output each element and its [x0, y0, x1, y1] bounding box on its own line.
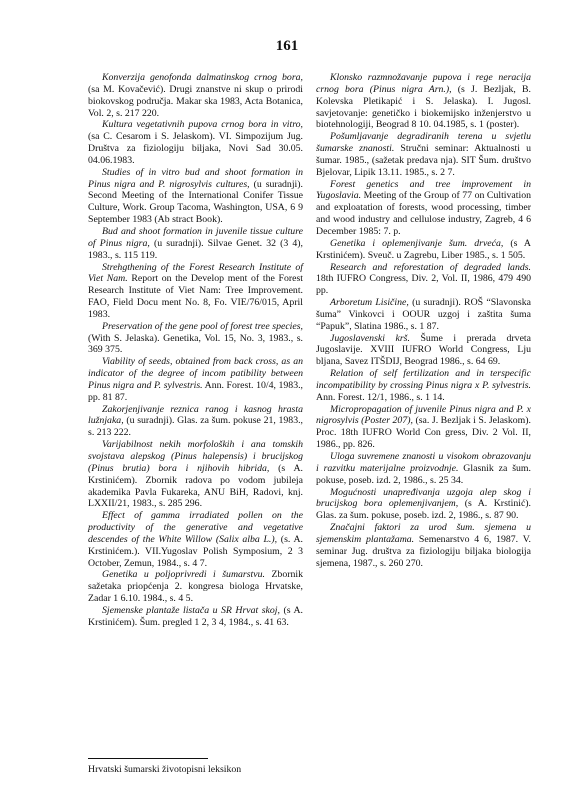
- entry-title: Research and reforestation of degraded lands.: [330, 261, 531, 273]
- entry-title: Zakorjenjivanje reznica ranog i kasnog hrasta lužnjaka,: [88, 403, 303, 427]
- entry-details: (s A. Krstinićem). Zbornik radova po vodom jubileja akademika Pavla Fukareka, ANU BiH, Radovi, knj. LXXII/21, 1983., s. 285 296.: [88, 462, 303, 510]
- bibliography-entry: [88, 119, 303, 166]
- bibliography-entry: [88, 262, 303, 321]
- entry-title: Klonsko razmnožavanje pupova i rege neracija crnog bora (Pinus nigra Arn.),: [316, 72, 531, 95]
- entry-title: Genetika u poljoprivredi i šumarstvu.: [102, 569, 265, 581]
- bibliography-entry: [316, 131, 531, 178]
- entry-details: (u suradnji). Silvae Genet. 32 (3 4), 1983., s. 115 119.: [88, 237, 304, 261]
- entry-details: Šume i prerada drveta Jugoslavije. XVIII IUFRO World Congress, Lju bljana, Savez ITŠDIJ, Beograd 1986., s. 64 69.: [316, 332, 532, 368]
- right-column: [316, 72, 531, 569]
- bibliography-entry: [316, 179, 531, 238]
- entry-title: Micropropagation of juvenile Pinus nigra and P. x nigrosylvis (Poster 207),: [316, 403, 531, 427]
- entry-title: Viability of seeds, obtained from back cross, as an indicator of the degree of incom patibility between Pinus nigra and P. sylvestris.: [88, 356, 303, 391]
- entry-details: (u suradnji). Glas. za šum. pokuse 21, 1983., s. 213 222.: [88, 415, 303, 439]
- entry-details: (sa C. Cesarom i S. Jelaskom). VI. Simpozijum Jug. Društva za fiziologiju biljaka, Novi Sad 30.05. 04.06.1983.: [88, 131, 303, 166]
- bibliography-entry: [88, 404, 303, 440]
- bibliography-entry: [316, 487, 531, 523]
- footer-text: Hrvatski šumarski životopisni leksikon: [88, 764, 242, 775]
- entry-details: Stručni seminar: Aktualnosti u šumar. 1985., (sažetak predava nja). SIT Šum. društvo Bjelovar, Lipik 13.11. 1985., s. 2 7.: [316, 143, 531, 178]
- entry-details: Report on the Develop ment of the Forest Research Institute of Viet Nam: Tree Improvement. FAO, Field Docu ment No. 8, Fo. VIE/76/015, April 1983.: [88, 273, 303, 320]
- footer-rule: [88, 758, 208, 759]
- entry-details: (With S. Jelaska). Genetika, Vol. 15, No. 3, 1983., s. 369 375.: [88, 332, 303, 356]
- bibliography-entry: [316, 368, 531, 404]
- bibliography-entry: [88, 226, 303, 262]
- entry-details: Ann. Forest. 10/4, 1983., pp. 81 87.: [88, 379, 303, 403]
- entry-title: Relation of self fertilization and in terspecific incompatibility by crossing Pinus nigra x P. sylvestris.: [316, 368, 531, 391]
- bibliography-entry: [88, 569, 303, 605]
- entry-title: Forest genetics and tree improvement in Yugoslavia.: [316, 178, 531, 202]
- entry-title: Uloga suvremene znanosti u visokom obrazovanju i razvitku materijalne proizvodnje.: [316, 451, 531, 474]
- entry-details: Meeting of the Group of 77 on Cultivation and exploatation of forests, wood processing, timber and wood industry and cellulose industry, Zagreb, 4 6 December 1985: 7. p.: [316, 190, 531, 237]
- bibliography-entry: [88, 356, 303, 403]
- entry-title: Studies of in vitro bud and shoot formation in Pinus nigra and P. nigrosylvis cultures,: [88, 166, 303, 190]
- entry-title: Jugoslavenski krš.: [330, 332, 410, 344]
- entry-title: Bud and shoot formation in juvenile tissue culture of Pinus nigra,: [88, 225, 303, 249]
- entry-title: Genetika i oplemenjivanje šum. drveća,: [330, 237, 504, 249]
- bibliography-entry: [88, 439, 303, 510]
- bibliography-entry: [88, 605, 303, 629]
- entry-title: Kultura vegetativnih pupova crnog bora in vitro,: [102, 119, 303, 131]
- entry-details: Semenarstvo 4 6, 1987. V. seminar Jug. društva za fiziologiju biljaka biologija sjemena, 1987., s. 260 270.: [316, 533, 531, 569]
- entry-title: Značajni faktori za urod šum. sjemena u sjemenskim plantažama.: [316, 522, 531, 545]
- entry-details: Zbornik sažetaka priopćenja 2. kongresa biologa Hrvatske, Zadar 1 6.10. 1984., s. 4 5.: [88, 569, 304, 605]
- entry-details: Glasnik za šum. pokuse, poseb. izd. 2, 1986., s. 25 34.: [316, 462, 531, 486]
- entry-details: (u suradnji). ROŠ “Slavonska šuma” Vinkovci i OOUR uzgoj i zaštita šuma “Papuk”, Slatina 1986., s. 1 87.: [316, 297, 531, 332]
- entry-title: Effect of gamma irradiated pollen on the productivity of the generative and vegetative descendes of the White Willow (Salix alba L.),: [88, 510, 303, 545]
- bibliography-entry: [316, 522, 531, 569]
- page-number: 161: [275, 38, 299, 54]
- bibliography-entry: [316, 72, 531, 131]
- entry-details: Ann. Forest. 12/1, 1986., s. 1 14.: [316, 391, 445, 403]
- entry-title: Arboretum Lisičine,: [330, 297, 409, 309]
- entry-title: Sjemenske plantaže listača u SR Hrvat skoj,: [102, 604, 280, 616]
- entry-title: Strehgthening of the Forest Research Institute of Viet Nam.: [88, 261, 303, 285]
- entry-details: (u suradnji). Second Meeting of the International Conifer Tissue Culture, Work. Group Tacoma, Washington, USA, 6 9 September 1983 (Ab stract Book).: [88, 178, 303, 226]
- entry-details: (sa. J. Bezljak i S. Jelaskom). Proc. 18th IUFRO World Con gress, Div. 2 Vol. II, 1986., pp. 826.: [316, 415, 532, 451]
- bibliography-entry: [88, 167, 303, 226]
- entry-title: Varijabilnost nekih morfoloških i ana tomskih svojstava alepskog (Pinus halepensis) i brucijskog (Pinus brutia) bora i njihovih hibrida,: [88, 439, 303, 474]
- entry-details: (s A. Krstinić). Glas. za šum. pokuse, poseb. izd. 2, 1986., s. 87 90.: [316, 498, 532, 522]
- bibliography-entry: [88, 510, 303, 569]
- entry-title: Konverzija genofonda dalmatinskog crnog bora,: [102, 72, 303, 83]
- entry-title: Preservation of the gene pool of forest tree species,: [102, 320, 303, 332]
- entry-title: Mogućnosti unapređivanja uzgoja alep skog i brucijskog bora oplemenjivanjem,: [316, 486, 531, 510]
- bibliography-entry: [316, 297, 531, 333]
- bibliography-entry: [316, 451, 531, 487]
- bibliography-entry: [88, 321, 303, 357]
- bibliography-entry: [316, 333, 531, 369]
- bibliography-entry: [88, 72, 303, 119]
- bibliography-entry: [316, 238, 531, 262]
- entry-details: (s. A. Krstinićem.). VII.Yugoslav Polish Symposium, 2 3 October, Zemun, 1984., s. 4 7.: [88, 533, 304, 569]
- entry-details: 18th IUFRO Congress, Div. 2, Vol. II, 1986, 479 490 pp.: [316, 273, 531, 297]
- bibliography-entry: [316, 262, 531, 298]
- entry-details: (sa M. Kovačević). Drugi znanstve ni skup o prirodi biokovskog područja. Makar ska 1983, Acta Botanica, Vol. 2, s. 217 220.: [88, 83, 303, 119]
- entry-details: (s A Krstinićem). Sveuč. u Zagrebu, Liber 1985., s. 1 505.: [316, 237, 531, 261]
- entry-details: (s J. Bezljak, B. Kolevska Pletikapić i S. Jelaska). I. Jugosl. savjetovanje: genetičko i biokemijsko inženjerstvo u biotehnologiji, Beograd 8 10. 04.1985, s. 1 (poster).: [316, 83, 531, 131]
- entry-details: (s A. Krstinićem). Šum. pregled 1 2, 3 4, 1984., s. 41 63.: [88, 604, 303, 628]
- left-column: [88, 72, 303, 629]
- entry-title: Pošumljavanje degradiranih terena u svjetlu šumarske znanosti.: [316, 131, 531, 155]
- bibliography-entry: [316, 404, 531, 451]
